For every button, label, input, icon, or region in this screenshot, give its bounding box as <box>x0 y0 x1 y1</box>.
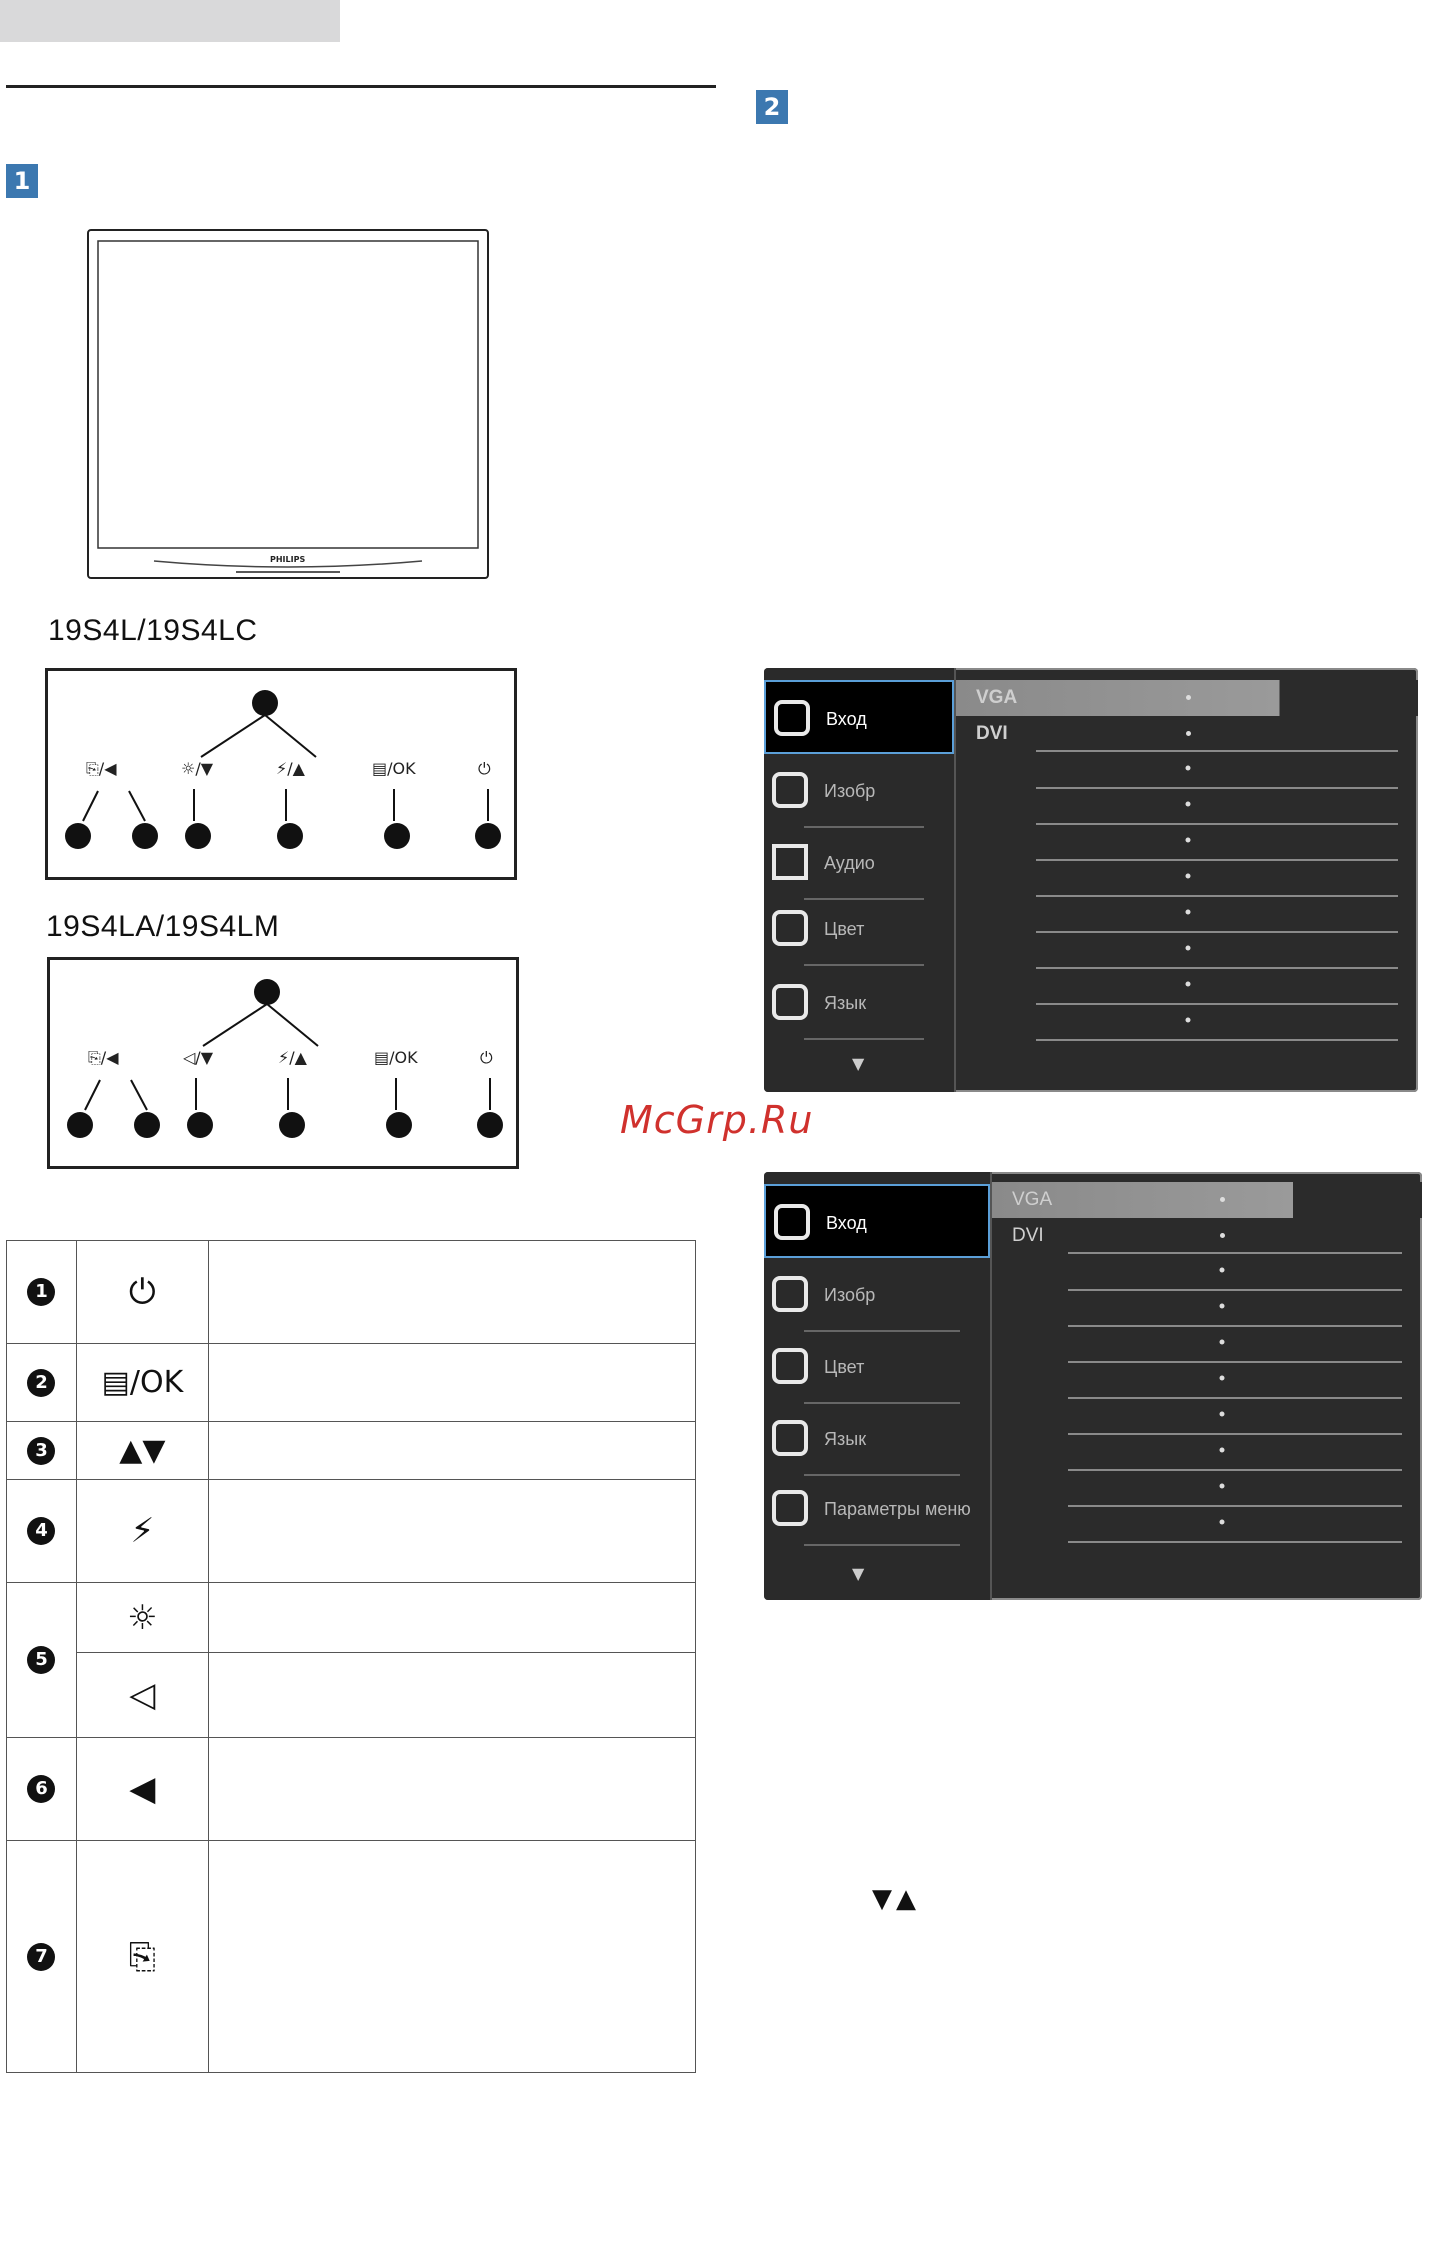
scroll-down-icon[interactable]: ▼ <box>852 1054 865 1073</box>
description-cell <box>208 1344 695 1422</box>
power-icon: ⏻ <box>128 1272 156 1312</box>
description-cell <box>208 1583 695 1653</box>
osd-menu-item-menu-settings[interactable] <box>764 1472 990 1546</box>
osd-menu-item-color[interactable] <box>764 1330 990 1404</box>
osd-menu-item-color[interactable] <box>764 892 954 966</box>
input-button-label: ⎘/◀ <box>88 1048 119 1067</box>
table-row <box>7 1583 696 1653</box>
header-tab <box>0 0 340 42</box>
step-badge-2: 2 <box>756 90 788 124</box>
brightness-icon: ☼ <box>127 1597 158 1638</box>
osd-menu-item-picture[interactable] <box>764 754 954 828</box>
table-row <box>7 1738 696 1841</box>
osd-menu-label: Параметры меню <box>824 1499 971 1519</box>
osd-option-label: DVI <box>976 723 1008 744</box>
row-number: 1 <box>27 1278 55 1306</box>
picture-icon <box>772 772 808 808</box>
input-icon <box>774 1204 810 1240</box>
description-cell <box>208 1241 695 1344</box>
osd-menu-label: Цвет <box>824 1357 865 1377</box>
table-row <box>7 1841 696 2073</box>
osd-menu <box>764 1172 992 1600</box>
model-title-1: 19S4L/19S4LC <box>48 614 258 647</box>
menu-ok-button-label: ▤/OK <box>372 759 416 778</box>
osd-option-label: DVI <box>1012 1225 1044 1246</box>
description-cell <box>208 1841 695 2073</box>
button-panel-2 <box>47 957 519 1169</box>
osd-menu-item-input[interactable] <box>764 1184 990 1258</box>
table-row <box>7 1422 696 1480</box>
divider <box>804 1544 960 1546</box>
volume-button-label: ◁/▼ <box>183 1048 213 1067</box>
divider <box>804 1038 924 1040</box>
button-table <box>6 1240 696 2073</box>
volume-icon: ◁ <box>129 1675 156 1715</box>
osd-menu-item-language[interactable] <box>764 1402 990 1476</box>
brand-logo: PHILIPS <box>270 555 306 564</box>
osd-menu-label: Аудио <box>824 853 875 873</box>
osd-menu-label: Изобр <box>824 1285 876 1305</box>
osd-menu-item-language[interactable] <box>764 966 954 1040</box>
up-down-arrows-icon: ▲▼ <box>119 1433 166 1468</box>
osd-option-label: VGA <box>976 687 1018 708</box>
table-row <box>7 1241 696 1344</box>
row-number: 5 <box>27 1646 55 1674</box>
picture-icon <box>772 1276 808 1312</box>
smartimage-button-label: ⚡/▲ <box>278 1048 307 1067</box>
model-title-2: 19S4LA/19S4LM <box>46 910 280 943</box>
brightness-button-label: ☼/▼ <box>181 759 214 778</box>
osd-menu-label: Вход <box>826 1213 867 1233</box>
input-icon <box>774 700 810 736</box>
nav-arrows-icon: ▼▲ <box>872 1884 920 1914</box>
button-panel-1 <box>45 668 517 880</box>
osd-menu-label: Язык <box>824 993 867 1013</box>
osd-menu-label: Изобр <box>824 781 876 801</box>
speaker-icon <box>772 844 808 880</box>
row-number: 2 <box>27 1369 55 1397</box>
language-icon <box>772 984 808 1020</box>
watermark: McGrp.Ru <box>620 1098 814 1142</box>
osd-screenshot-2 <box>764 1172 1422 1600</box>
osd-menu-item-picture[interactable] <box>764 1258 990 1332</box>
menu-ok-button-label: ▤/OK <box>374 1048 418 1067</box>
table-row <box>7 1480 696 1583</box>
power-button-label: ⏻ <box>480 1048 493 1067</box>
description-cell <box>208 1738 695 1841</box>
section-rule <box>6 85 716 88</box>
description-cell <box>208 1653 695 1738</box>
description-cell <box>208 1422 695 1480</box>
osd-screenshot-1 <box>764 668 1418 1092</box>
osd-menu-label: Цвет <box>824 919 865 939</box>
osd-menu-label: Вход <box>826 709 867 729</box>
table-row <box>7 1344 696 1422</box>
step-badge-1: 1 <box>6 164 38 198</box>
smartimage-button-label: ⚡/▲ <box>276 759 305 778</box>
row-number: 7 <box>27 1943 55 1971</box>
color-icon <box>772 910 808 946</box>
osd-option-grid <box>992 1172 1422 1600</box>
monitor-illustration <box>86 228 490 580</box>
row-number: 6 <box>27 1775 55 1803</box>
osd-menu-label: Язык <box>824 1429 867 1449</box>
description-cell <box>208 1480 695 1583</box>
color-icon <box>772 1348 808 1384</box>
osd-option-grid <box>956 668 1418 1092</box>
row-number: 4 <box>27 1517 55 1545</box>
menu-settings-icon <box>772 1490 808 1526</box>
scroll-down-icon[interactable]: ▼ <box>852 1564 865 1583</box>
osd-menu <box>764 668 956 1092</box>
row-number: 3 <box>27 1437 55 1465</box>
left-arrow-icon: ◀ <box>129 1769 156 1809</box>
power-button-label: ⏻ <box>478 759 491 778</box>
osd-menu-item-audio[interactable] <box>764 826 954 900</box>
table-row <box>7 1653 696 1738</box>
osd-option-label: VGA <box>1012 1189 1053 1210</box>
input-icon: ⎘ <box>128 1936 156 1977</box>
osd-menu-item-input[interactable] <box>764 680 954 754</box>
input-button-label: ⎘/◀ <box>86 759 117 778</box>
menu-ok-icon: ▤/OK <box>101 1365 184 1400</box>
smartimage-icon: ⚡ <box>130 1511 155 1551</box>
language-icon <box>772 1420 808 1456</box>
